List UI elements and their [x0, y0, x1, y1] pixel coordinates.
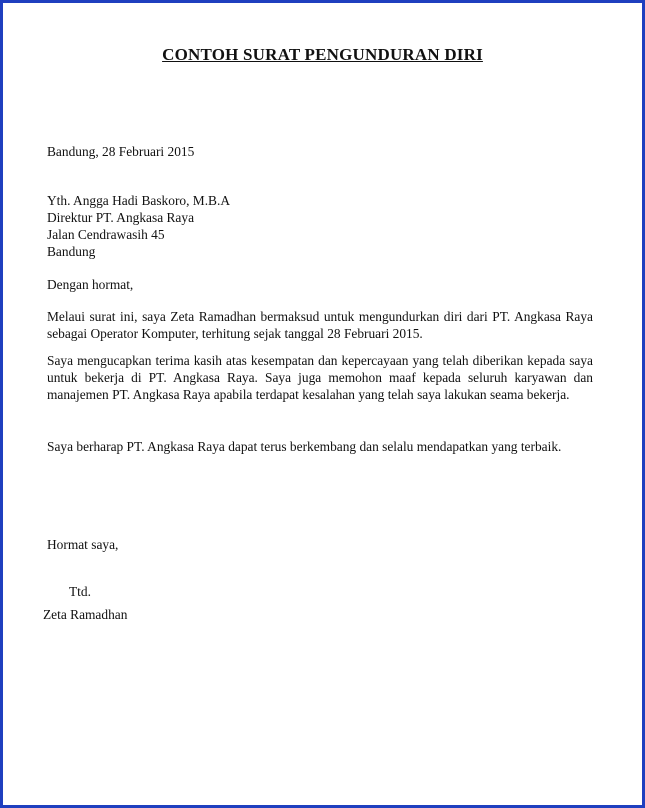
signer-name: Zeta Ramadhan	[43, 607, 128, 622]
paragraph-3: Saya berharap PT. Angkasa Raya dapat terus berkembang dan selalu mendapatkan yang terbaik.	[47, 439, 562, 454]
signature-mark: Ttd.	[69, 584, 91, 599]
closing-line: Hormat saya,	[47, 537, 119, 552]
recipient-street: Jalan Cendrawasih 45	[47, 227, 165, 242]
recipient-name: Yth. Angga Hadi Baskoro, M.B.A	[47, 193, 230, 208]
letter-title: CONTOH SURAT PENGUNDURAN DIRI	[162, 45, 483, 64]
recipient-city: Bandung	[47, 244, 96, 259]
date-line: Bandung, 28 Februari 2015	[47, 144, 195, 159]
recipient-position: Direktur PT. Angkasa Raya	[47, 210, 195, 225]
salutation: Dengan hormat,	[47, 277, 134, 292]
paragraph-1: Melaui surat ini, saya Zeta Ramadhan bermaksud untuk mengundurkan diri dari PT. Angkasa Raya sebagai Operator Komputer, terhitung sejak tanggal 28 Februari 2015.	[47, 309, 593, 341]
paragraph-2: Saya mengucapkan terima kasih atas kesempatan dan kepercayaan yang telah diberikan kepada saya untuk bekerja di PT. Angkasa Raya. Saya juga memohon maaf kepada seluruh karyawan dan manajemen PT. Angkasa Raya apabila terdapat kesalahan yang telah saya lakukan seama bekerja.	[47, 353, 593, 402]
